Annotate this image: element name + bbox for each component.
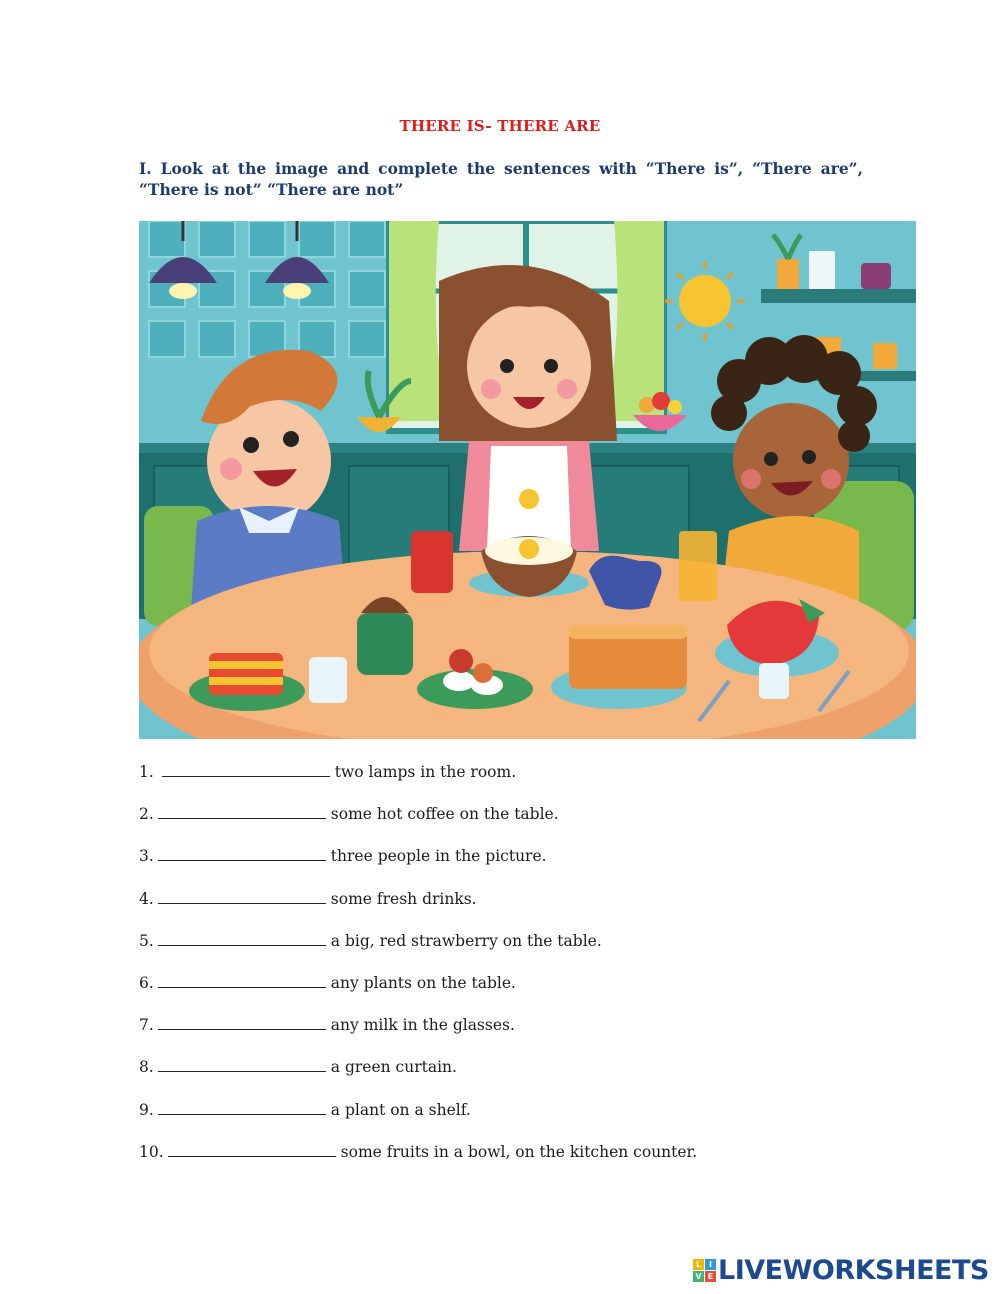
exercise-item-7 — [139, 1013, 899, 1055]
exercise-item-2 — [139, 802, 899, 844]
sentence-text: three people in the picture. — [330, 847, 547, 866]
exercise-item-8 — [139, 1055, 899, 1097]
item-number: 10. — [139, 1142, 164, 1161]
exercise-item-5 — [139, 929, 899, 971]
exercise-item-10 — [139, 1140, 899, 1182]
item-number: 2. — [139, 805, 154, 824]
answer-blank-10[interactable] — [168, 1140, 336, 1157]
sentence-text: a green curtain. — [330, 1058, 457, 1077]
sentence-text: two lamps in the room. — [334, 763, 517, 781]
item-number: 8. — [139, 1058, 154, 1077]
answer-blank-2[interactable] — [158, 802, 326, 819]
answer-blank-9[interactable] — [158, 1098, 326, 1115]
sentence-text: some fruits in a bowl, on the kitchen counter. — [340, 1142, 698, 1161]
sentence-text: any milk in the glasses. — [330, 1016, 515, 1035]
worksheet-title: THERE IS- THERE ARE — [399, 117, 601, 135]
logo-mark-icon — [693, 1259, 716, 1282]
sentence-text: any plants on the table. — [330, 973, 516, 992]
kitchen-scene-illustration — [139, 221, 916, 739]
exercise-item-1 — [139, 760, 899, 802]
answer-blank-5[interactable] — [158, 929, 326, 946]
item-number: 1. — [139, 763, 154, 781]
exercise-item-6 — [139, 971, 899, 1013]
answer-blank-4[interactable] — [158, 887, 326, 904]
item-number: 6. — [139, 973, 154, 992]
item-number: 3. — [139, 847, 154, 866]
logo-text: LIVEWORKSHEETS — [718, 1254, 989, 1286]
liveworksheets-logo — [693, 1254, 989, 1286]
exercise-item-9 — [139, 1098, 899, 1140]
answer-blank-3[interactable] — [158, 844, 326, 861]
logo-mark-letter: E — [705, 1271, 716, 1282]
sentence-text: some fresh drinks. — [330, 889, 477, 908]
item-number: 4. — [139, 889, 154, 908]
sentence-text: a big, red strawberry on the table. — [330, 931, 602, 950]
exercise-item-4 — [139, 887, 899, 929]
answer-blank-7[interactable] — [158, 1013, 326, 1030]
sentence-text: a plant on a shelf. — [330, 1100, 471, 1119]
item-number: 7. — [139, 1016, 154, 1035]
answer-blank-1[interactable] — [162, 760, 330, 777]
logo-mark-letter: V — [693, 1271, 704, 1282]
sentence-text: some hot coffee on the table. — [330, 805, 559, 824]
instruction-text: I. Look at the image and complete the sentences with “There is”, “There are”, “There is not” “There are not” — [139, 159, 863, 199]
item-number: 5. — [139, 931, 154, 950]
answer-blank-8[interactable] — [158, 1055, 326, 1072]
exercise-item-3 — [139, 844, 899, 886]
exercise-list — [139, 760, 899, 1182]
item-number: 9. — [139, 1100, 154, 1119]
logo-mark-letter: L — [693, 1259, 704, 1270]
logo-mark-letter: I — [705, 1259, 716, 1270]
answer-blank-6[interactable] — [158, 971, 326, 988]
